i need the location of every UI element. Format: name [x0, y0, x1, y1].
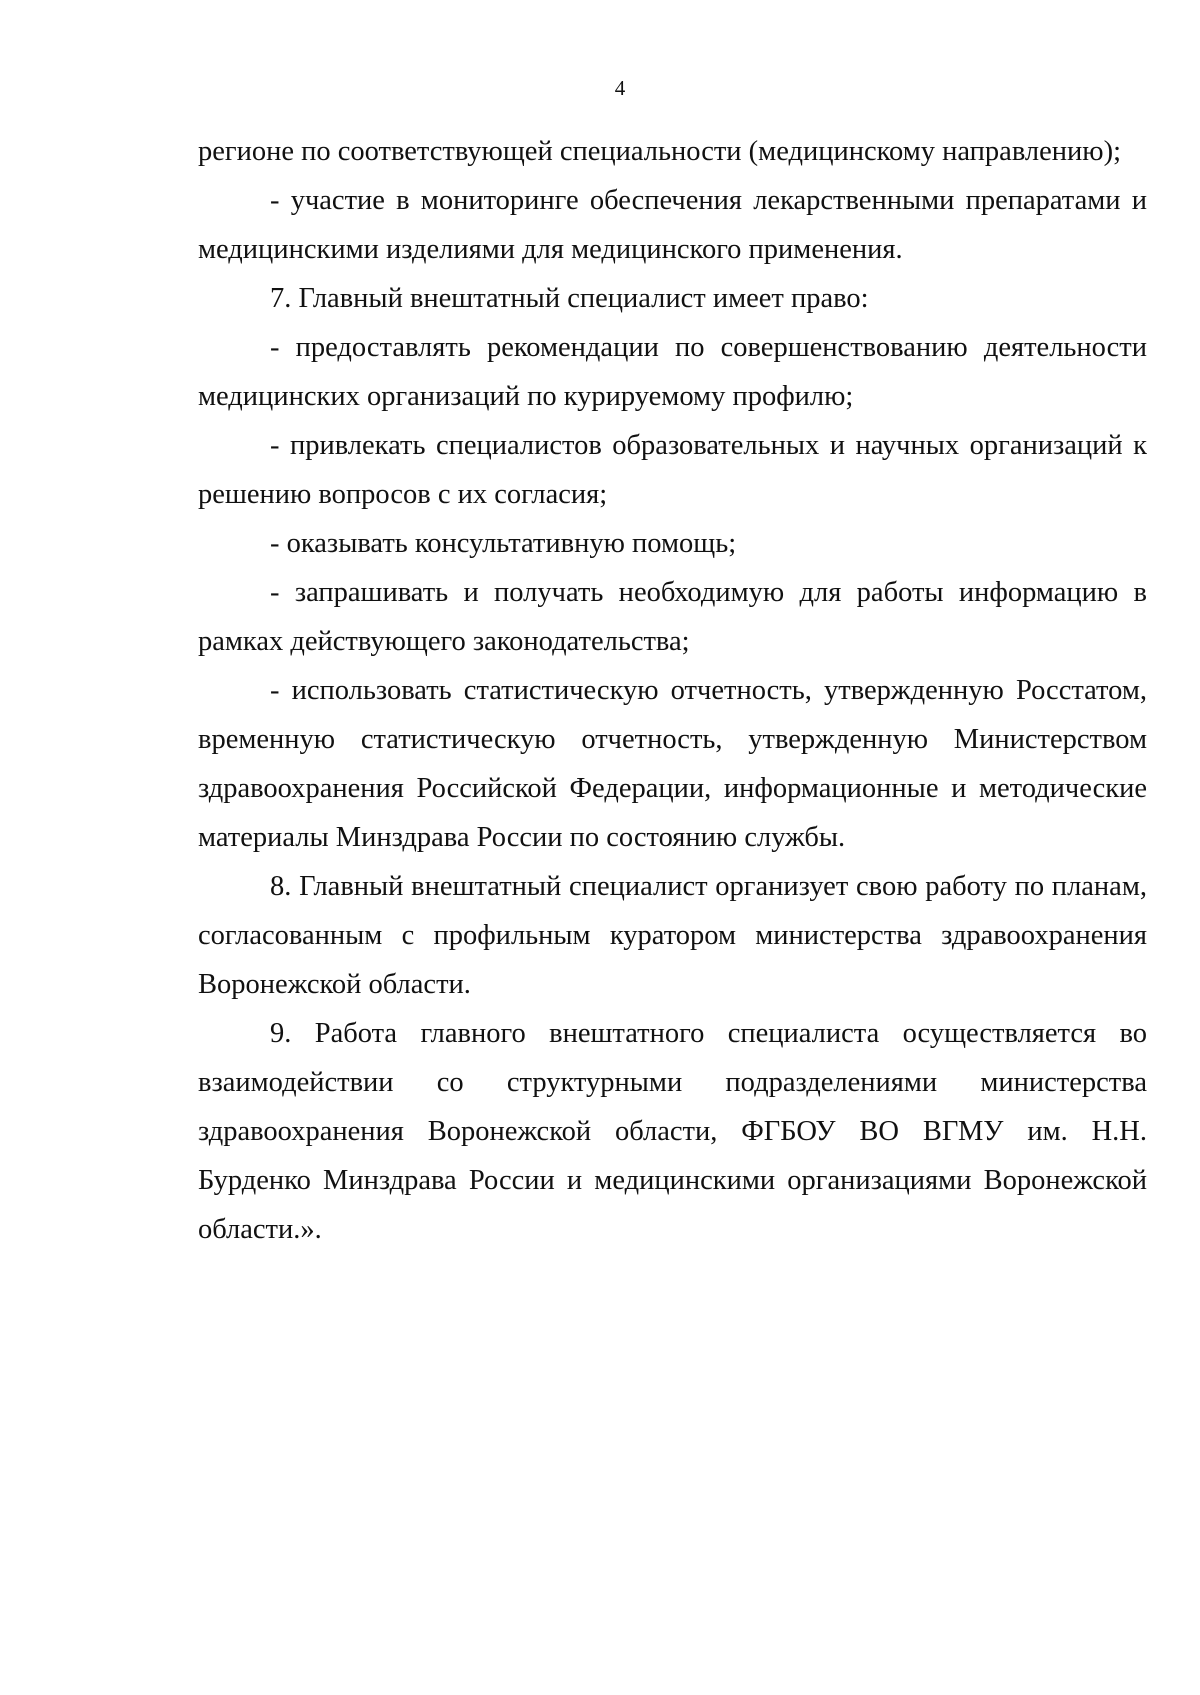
paragraph-request-info-item: - запрашивать и получать необходимую для работы информацию в рамках действующего законодательства; — [198, 577, 1147, 657]
page-number: 4 — [614, 76, 626, 100]
document-body — [198, 127, 1147, 1254]
paragraph-section-8: 8. Главный внештатный специалист организует свою работу по планам, согласованным с профильным куратором министерства здравоохранения Воронежской области. — [198, 871, 1147, 1000]
paragraph-recommendations-item: - предоставлять рекомендации по совершенствованию деятельности медицинских организаций по курируемому профилю; — [198, 332, 1147, 412]
paragraph-section-9: 9. Работа главного внештатного специалиста осуществляется во взаимодействии со структурными подразделениями министерства здравоохранения Воронежской области, ФГБОУ ВО ВГМУ им. Н.Н. Бурденко Минздрава России и медицинскими организациями Воронежской области.». — [198, 1018, 1147, 1245]
paragraph-continuation: регионе по соответствующей специальности (медицинскому направлению); — [198, 136, 1121, 167]
paragraph-attract-specialists-item: - привлекать специалистов образовательных и научных организаций к решению вопросов с их согласия; — [198, 430, 1147, 510]
paragraph-section-7: 7. Главный внештатный специалист имеет право: — [270, 283, 869, 314]
paragraph-consulting-item: - оказывать консультативную помощь; — [270, 528, 737, 559]
paragraph-monitoring-item: - участие в мониторинге обеспечения лекарственными препаратами и медицинскими изделиями для медицинского применения. — [198, 185, 1147, 265]
paragraph-statistics-item: - использовать статистическую отчетность, утвержденную Росстатом, временную статистическую отчетность, утвержденную Министерством здравоохранения Российской Федерации, информационные и методические материалы Минздрава России по состоянию службы. — [198, 675, 1147, 853]
